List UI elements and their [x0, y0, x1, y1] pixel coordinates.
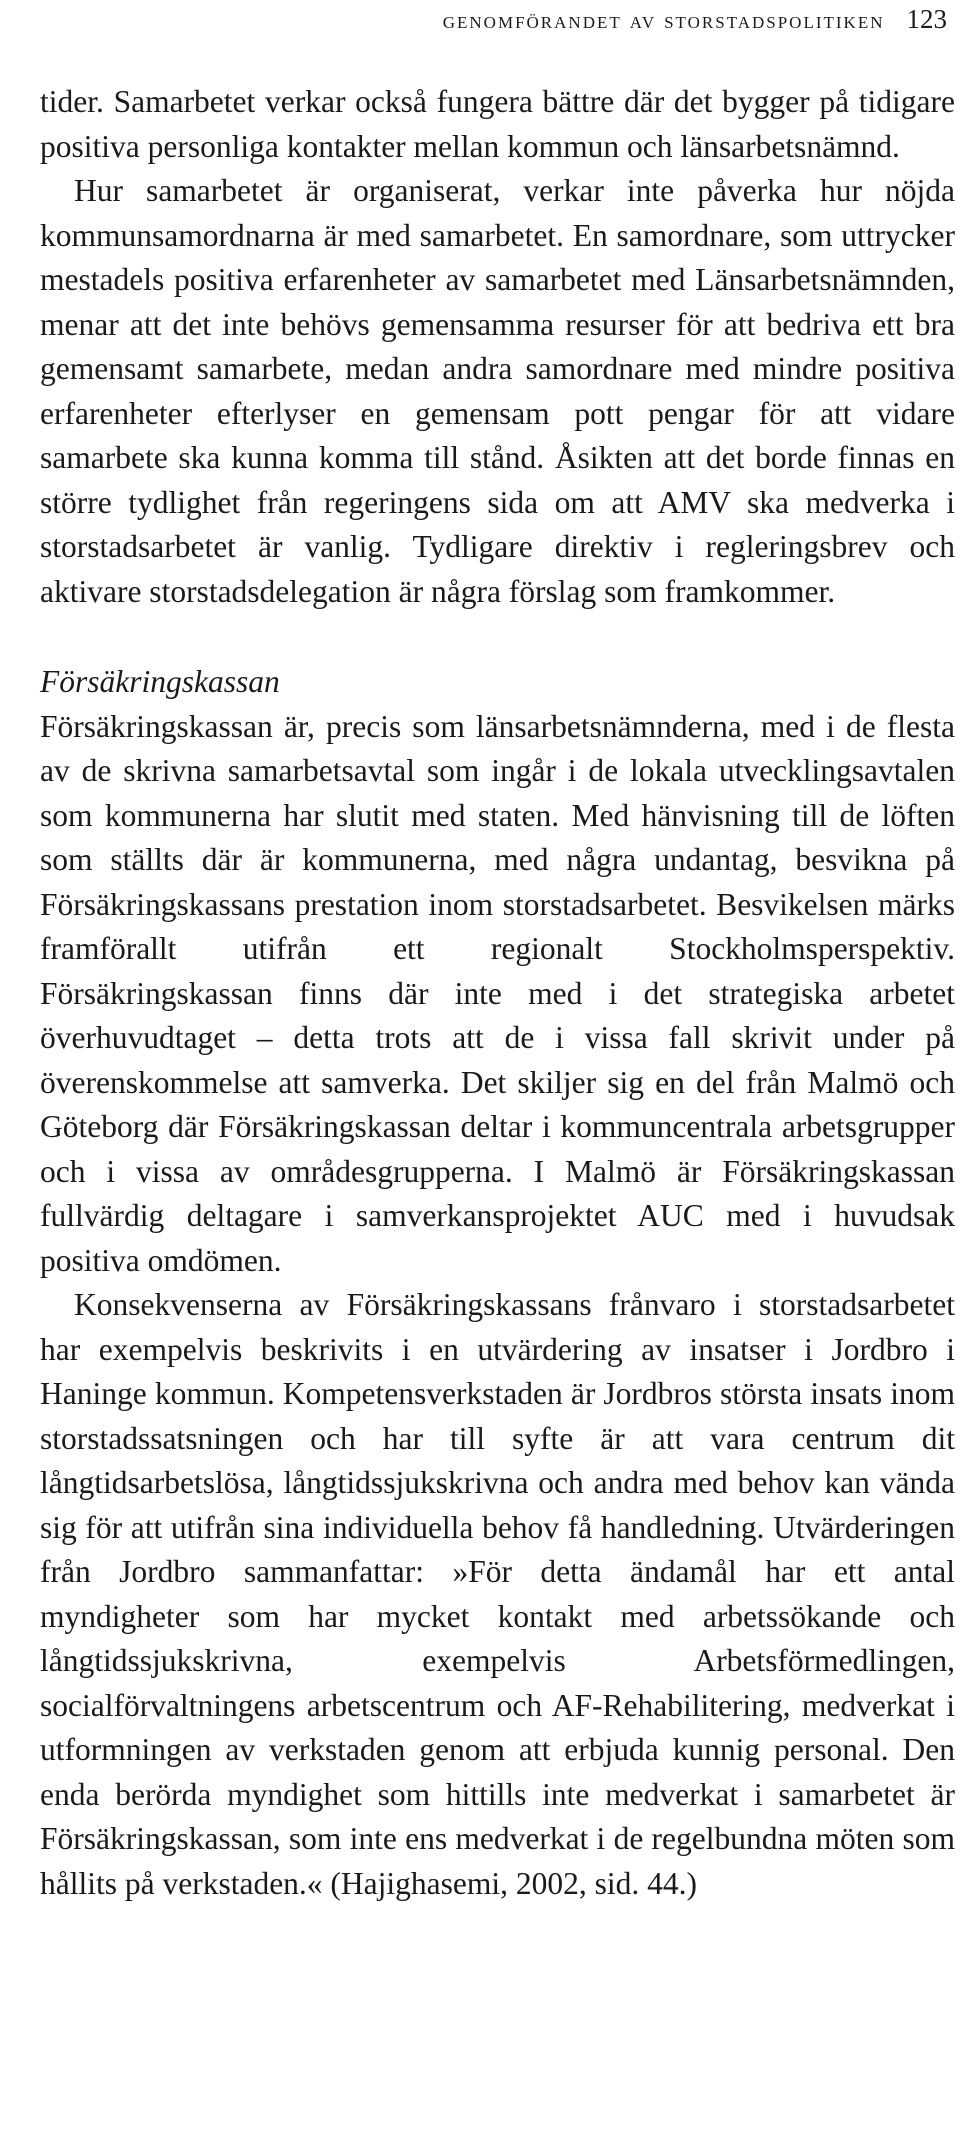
paragraph-forsakringskassan: Försäkringskassan är, precis som länsarbetsnämnderna, med i de flesta av de skrivna samarbetsavtal som ingår i de lokala utvecklingsavtalen som kommunerna har slutit med staten. Med hänvisning till de löften som ställts där är kommunerna, med några undantag, besvikna på Försäkringskassans prestation inom storstadsarbetet. Besvikelsen märks framförallt utifrån ett regionalt Stockholmsperspektiv. Försäkringskassan finns där inte med i det strategiska arbetet överhuvudtaget – detta trots att de i vissa fall skrivit under på överenskommelse att samverka. Det skiljer sig en del från Malmö och Göteborg där Försäkringskassan deltar i kommuncentrala arbetsgrupper och i vissa av områdesgrupperna. I Malmö är Försäkringskassan fullvärdig deltagare i samverkansprojektet AUC med i huvudsak positiva omdömen.: [40, 708, 955, 1278]
page-number: 123: [906, 4, 947, 34]
paragraph-consequences: Konsekvenserna av Försäkringskassans frånvaro i storstadsarbetet har exempelvis beskrivits i en utvärdering av insatser i Jordbro i Haninge kommun. Kompetensverkstaden är Jordbros största insats inom storstadssatsningen och har till syfte är att vara centrum dit långtidsarbetslösa, långtidssjukskrivna och andra med behov kan vända sig för att utifrån sina individuella behov få handledning. Utvärderingen från Jordbro sammanfattar: »För detta ändamål har ett antal myndigheter som har mycket kontakt med arbetssökande och långtidssjukskrivna, exempelvis Arbetsförmedlingen, socialförvaltningens arbetscentrum och AF-Rehabilitering, medverkat i utformningen av verkstaden genom att erbjuda kunnig personal. Den enda berörda myndighet som hittills inte medverkat i samarbetet är Försäkringskassan, som inte ens medverkat i de regelbundna möten som hållits på verkstaden.« (Hajighasemi, 2002, sid. 44.): [40, 1287, 955, 1901]
running-title: genomförandet av storstadspolitiken: [442, 8, 885, 34]
running-head: [443, 4, 947, 35]
paragraph-continued: tider. Samarbetet verkar också fungera bättre där det bygger på tidigare positiva personliga kontakter mellan kommun och länsarbetsnämnd.: [40, 84, 955, 164]
paragraph-cooperation: Hur samarbetet är organiserat, verkar inte påverka hur nöjda kommunsamordnarna är med samarbetet. En samordnare, som uttrycker mestadels positiva erfarenheter av samarbetet med Länsarbetsnämnden, menar att det inte behövs gemensamma resurser för att bedriva ett bra gemensamt samarbete, medan andra samordnare med mindre positiva erfarenheter efterlyser en gemensam pott pengar för att vidare samarbete ska kunna komma till stånd. Åsikten att det borde finnas en större tydlighet från regeringens sida om att AMV ska medverka i storstadsarbetet är vanlig. Tydligare direktiv i regleringsbrev och aktivare storstadsdelegation är några förslag som framkommer.: [40, 173, 955, 609]
section-heading-forsakringskassan: Försäkringskassan: [40, 664, 280, 699]
body-text: [40, 80, 955, 1906]
